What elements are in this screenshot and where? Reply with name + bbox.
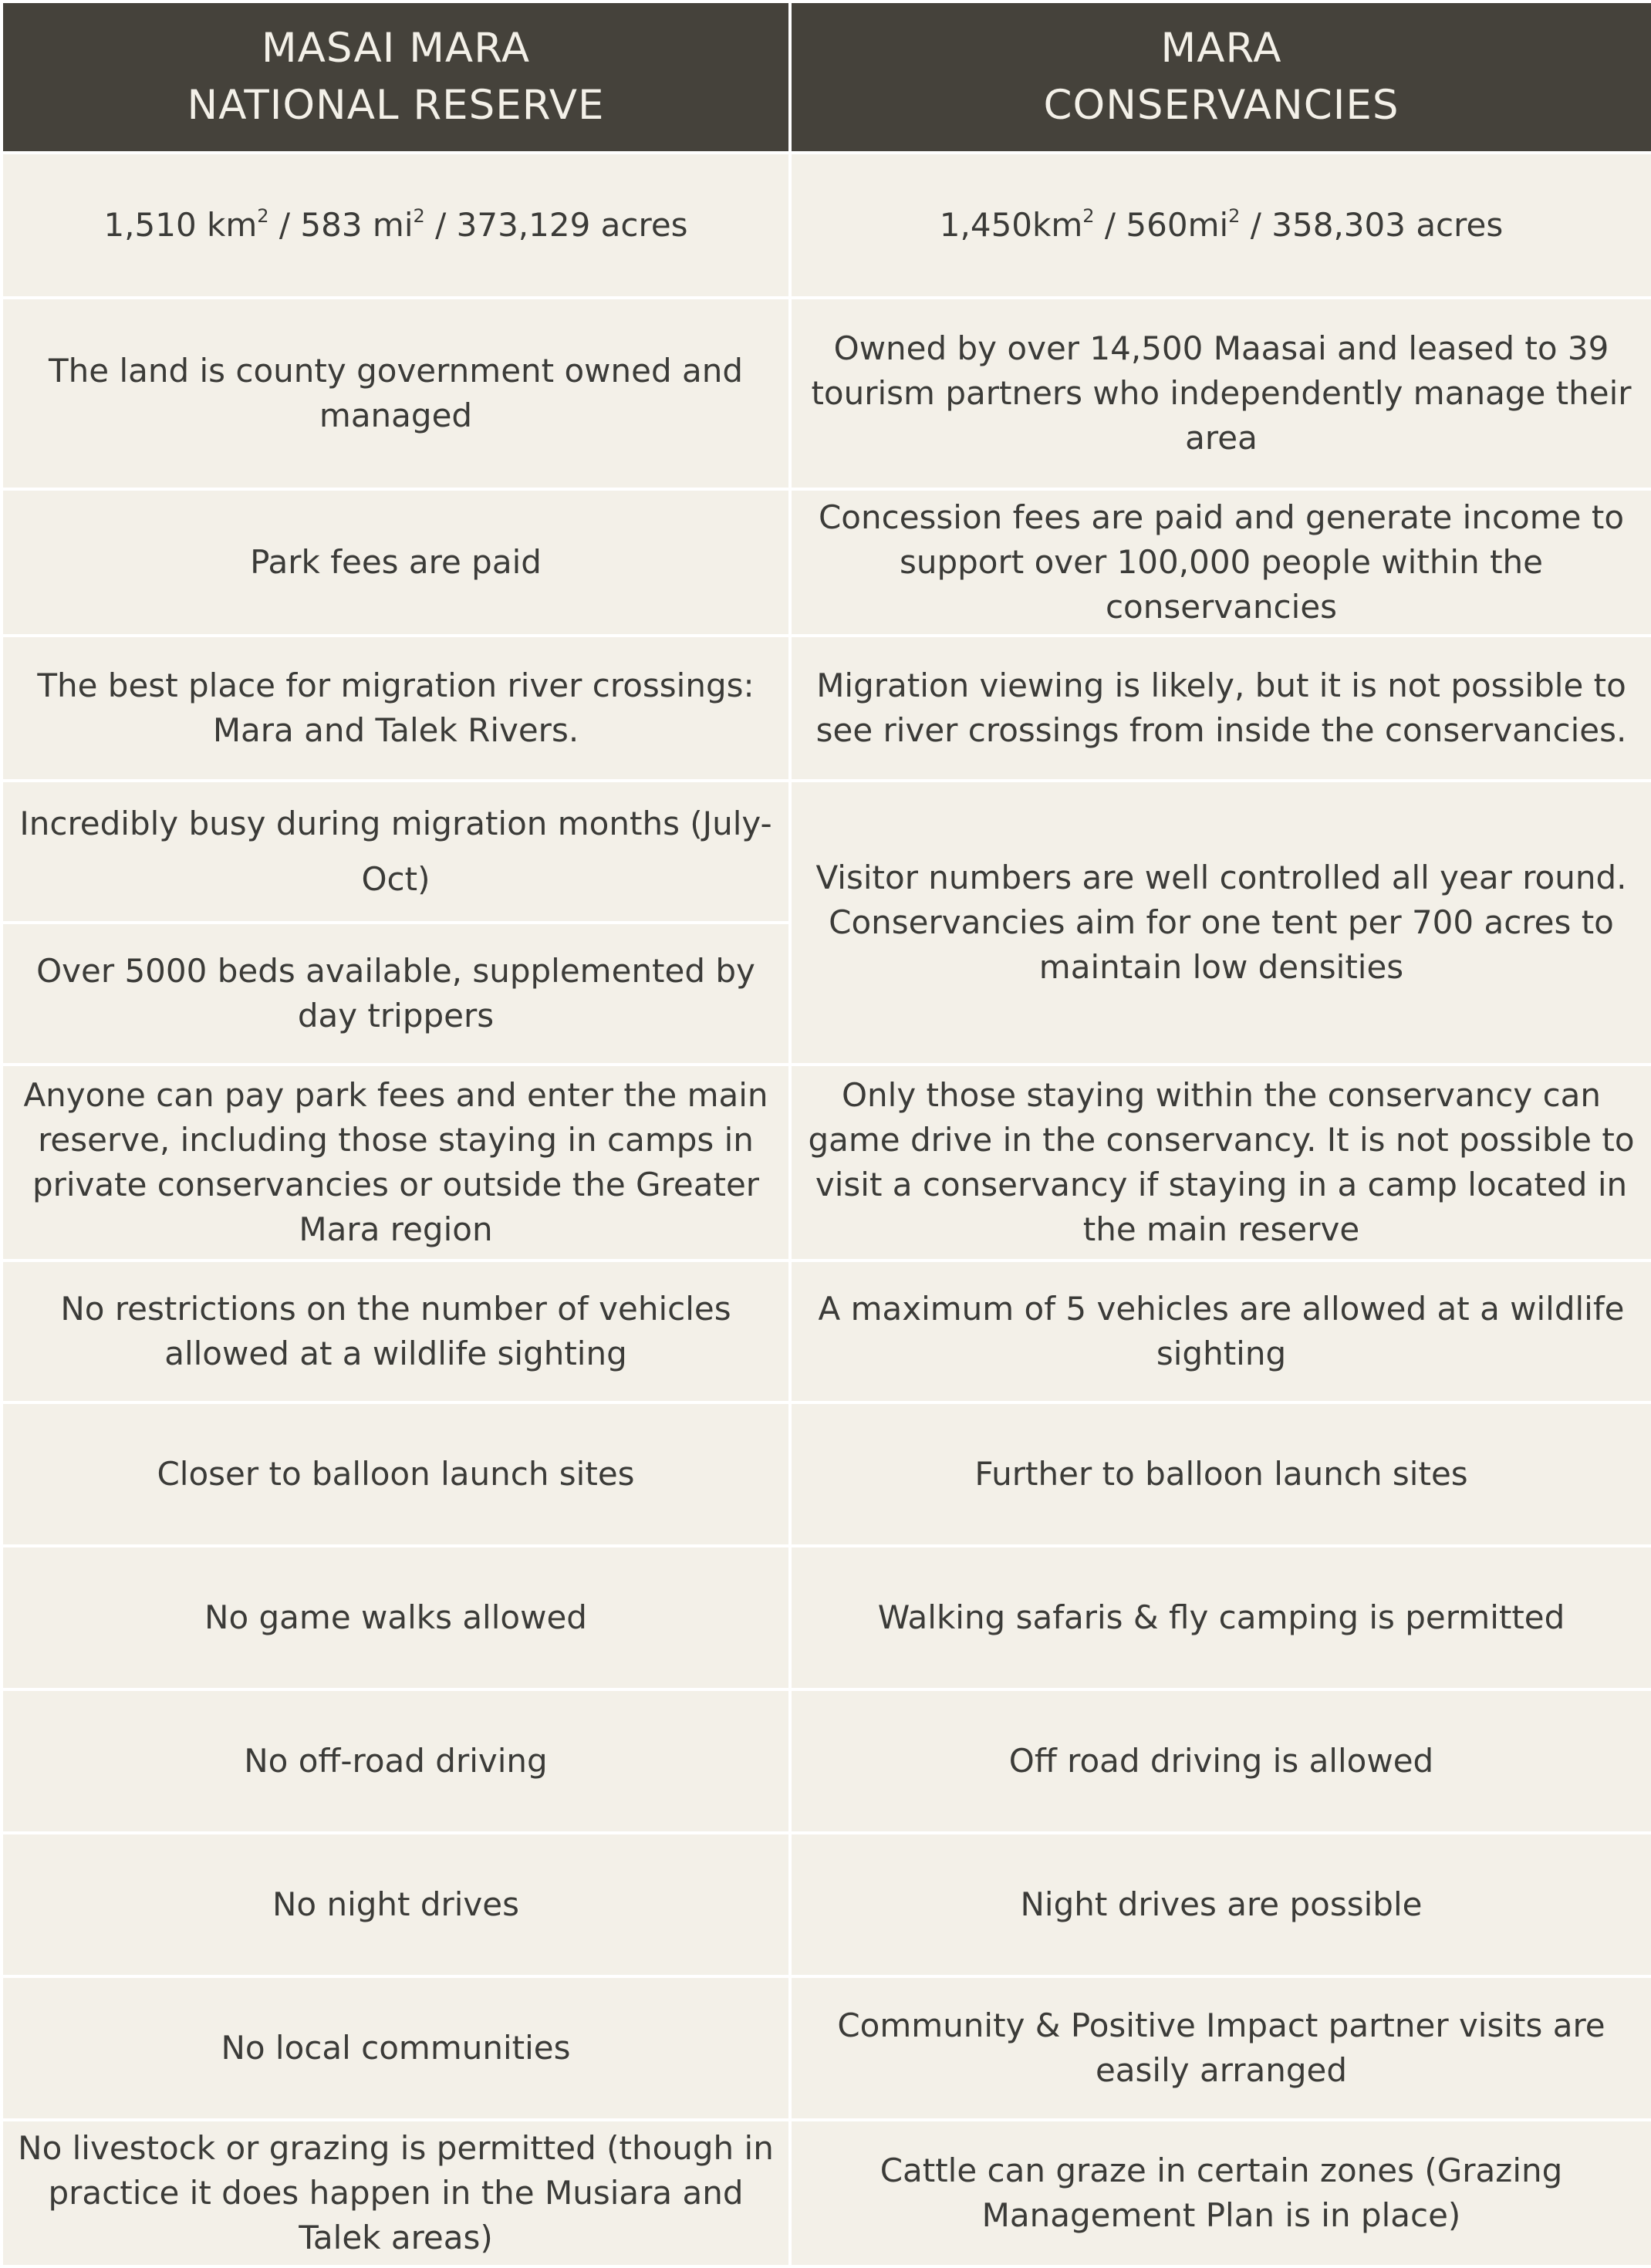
- cell-reserve-busy: Incredibly busy during migration months (July-Oct): [2, 781, 790, 923]
- cell-reserve: No restrictions on the number of vehicles allowed at a wildlife sighting: [2, 1261, 790, 1402]
- cell-conservancies: Walking safaris & fly camping is permitted: [790, 1546, 1651, 1689]
- cell-reserve: Anyone can pay park fees and enter the main reserve, including those staying in camps in private conservancies or outside the Greater Mara region: [2, 1065, 790, 1261]
- header-conservancies-line1: MARA: [1160, 25, 1282, 72]
- table-row: [2, 2120, 1651, 2266]
- reserve-area-acres: / 373,129 acres: [424, 206, 688, 244]
- cell-conservancies: Only those staying within the conservancy can game drive in the conservancy. It is not possible to visit a conservancy if staying in a camp located in the main reserve: [790, 1065, 1651, 1261]
- table-header: [2, 2, 1651, 153]
- conservancies-area-km-sup: 2: [1082, 205, 1095, 227]
- cell-conservancies: Concession fees are paid and generate income to support over 100,000 people within the conservancies: [790, 489, 1651, 636]
- cell-reserve: No off-road driving: [2, 1689, 790, 1833]
- reserve-area-km-sup: 2: [257, 205, 269, 227]
- header-row: [2, 2, 1651, 153]
- cell-reserve-area: [2, 153, 790, 298]
- cell-conservancies: Owned by over 14,500 Maasai and leased to 39 tourism partners who independently manage their area: [790, 298, 1651, 489]
- reserve-area-km: 1,510 km: [103, 206, 258, 244]
- table-row: [2, 298, 1651, 489]
- table-row: [2, 1689, 1651, 1833]
- table-row: [2, 1833, 1651, 1976]
- cell-reserve: Park fees are paid: [2, 489, 790, 636]
- conservancies-area-km: 1,450km: [939, 206, 1083, 244]
- cell-reserve: No local communities: [2, 1976, 790, 2120]
- cell-conservancies: Night drives are possible: [790, 1833, 1651, 1976]
- reserve-area-mi-sup: 2: [413, 205, 425, 227]
- table-row: [2, 1402, 1651, 1546]
- cell-conservancies-area: [790, 153, 1651, 298]
- header-reserve-line2: NATIONAL RESERVE: [187, 82, 605, 129]
- table-row: [2, 1065, 1651, 1261]
- cell-reserve: The best place for migration river crossings: Mara and Talek Rivers.: [2, 636, 790, 781]
- cell-conservancies: A maximum of 5 vehicles are allowed at a wildlife sighting: [790, 1261, 1651, 1402]
- cell-conservancies-visitors: Visitor numbers are well controlled all year round. Conservancies aim for one tent per 700 acres to maintain low densities: [790, 781, 1651, 1065]
- conservancies-area-mi: / 560mi: [1094, 206, 1229, 244]
- reserve-area-mi: / 583 mi: [268, 206, 414, 244]
- table-row: [2, 1546, 1651, 1689]
- cell-reserve: Closer to balloon launch sites: [2, 1402, 790, 1546]
- table-row: [2, 1976, 1651, 2120]
- cell-conservancies: Off road driving is allowed: [790, 1689, 1651, 1833]
- header-reserve-line1: MASAI MARA: [261, 25, 531, 72]
- cell-reserve: No livestock or grazing is permitted (though in practice it does happen in the Musiara and Talek areas): [2, 2120, 790, 2266]
- conservancies-area-mi-sup: 2: [1228, 205, 1241, 227]
- table-row: [2, 1261, 1651, 1402]
- cell-conservancies: Cattle can graze in certain zones (Grazing Management Plan is in place): [790, 2120, 1651, 2266]
- cell-reserve: No night drives: [2, 1833, 790, 1976]
- header-conservancies: [790, 2, 1651, 153]
- table-row-area: [2, 153, 1651, 298]
- header-national-reserve: [2, 2, 790, 153]
- table-row-visitors: [2, 781, 1651, 923]
- cell-conservancies: Migration viewing is likely, but it is not possible to see river crossings from inside the conservancies.: [790, 636, 1651, 781]
- header-conservancies-line2: CONSERVANCIES: [1043, 82, 1399, 129]
- cell-conservancies: Community & Positive Impact partner visits are easily arranged: [790, 1976, 1651, 2120]
- cell-reserve: The land is county government owned and managed: [2, 298, 790, 489]
- table-row: [2, 636, 1651, 781]
- table-body: [2, 153, 1651, 2266]
- table-row: [2, 489, 1651, 636]
- cell-reserve: No game walks allowed: [2, 1546, 790, 1689]
- conservancies-area-acres: / 358,303 acres: [1240, 206, 1504, 244]
- cell-conservancies: Further to balloon launch sites: [790, 1402, 1651, 1546]
- cell-reserve-beds: Over 5000 beds available, supplemented by day trippers: [2, 923, 790, 1065]
